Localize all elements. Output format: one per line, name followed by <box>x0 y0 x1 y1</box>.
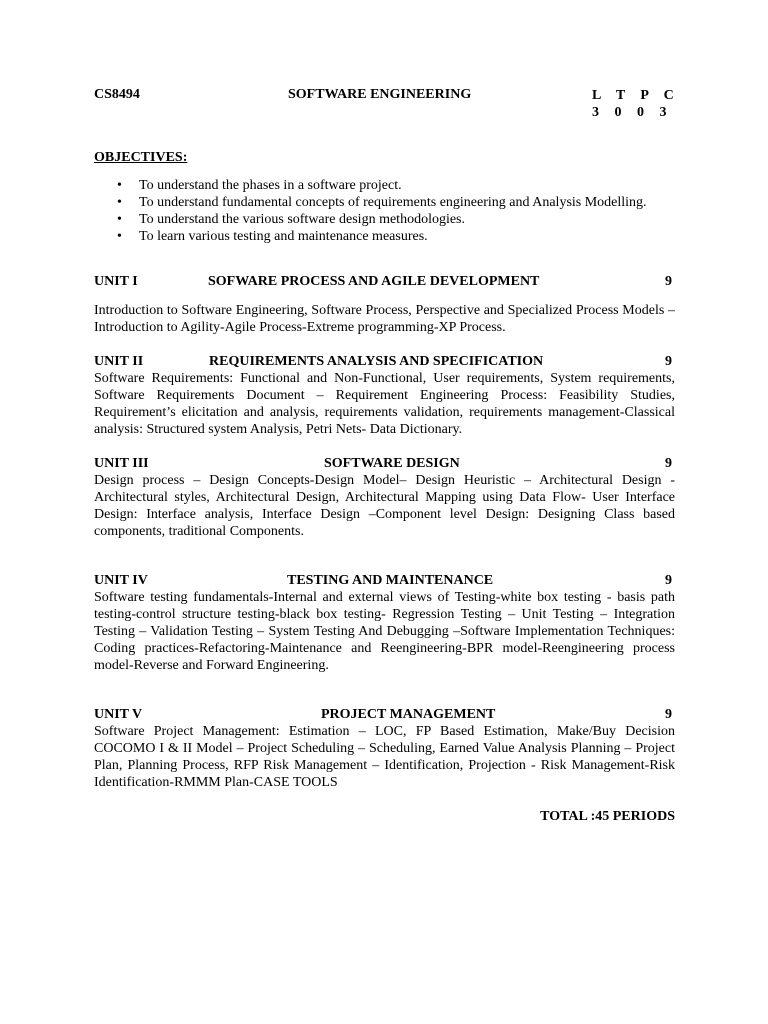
bullet-icon: • <box>117 212 122 227</box>
unit-section-4 <box>94 572 675 674</box>
unit-content: Design process – Design Concepts-Design Model– Design Heuristic – Architectural Design - Architectural styles, Architectural Design, Architectural Mapping using Data Flow- User Interface Design: Interface analysis, Interface Design –Component level Design: Designing Class based components, traditional Components. <box>94 473 675 539</box>
objectives-list <box>94 177 675 245</box>
objective-item <box>117 177 675 194</box>
unit-heading <box>94 455 675 472</box>
unit-heading <box>94 273 675 290</box>
objective-item <box>117 228 675 245</box>
objective-text: To understand the phases in a software project. <box>139 178 402 193</box>
unit-number: UNIT II <box>94 354 144 369</box>
unit-content: Software Requirements: Functional and Non-Functional, User requirements, System requirements, Software Requirements Document – Requirement Engineering Process: Feasibility Studies, Requirement’s elicitation and analysis, requirements validation, requirements management-Classical analysis: Structured system Analysis, Petri Nets- Data Dictionary. <box>94 371 675 437</box>
unit-hours: 9 <box>665 354 672 369</box>
ltpc-block <box>592 87 679 121</box>
bullet-icon: • <box>117 195 122 210</box>
unit-hours: 9 <box>665 456 672 471</box>
course-title: SOFTWARE ENGINEERING <box>288 87 472 102</box>
ltpc-values: 3 0 0 3 <box>592 105 672 120</box>
unit-number: UNIT I <box>94 274 138 289</box>
unit-heading <box>94 572 675 589</box>
unit-hours: 9 <box>665 573 672 588</box>
objective-text: To learn various testing and maintenance measures. <box>139 229 428 244</box>
unit-content: Software Project Management: Estimation – LOC, FP Based Estimation, Make/Buy Decision COCOMO I & II Model – Project Scheduling – Scheduling, Earned Value Analysis Planning – Project Plan, Planning Process, RFP Risk Management – Identification, Projection - Risk Management-Risk Identification-RMMM Plan-CASE TOOLS <box>94 724 675 790</box>
objective-item <box>117 211 675 228</box>
unit-content: Introduction to Software Engineering, Software Process, Perspective and Specialized Process Models –Introduction to Agility-Agile Process-Extreme programming-XP Process. <box>94 303 675 335</box>
unit-heading <box>94 706 675 723</box>
unit-title: REQUIREMENTS ANALYSIS AND SPECIFICATION <box>209 354 544 369</box>
objectives-heading: OBJECTIVES: <box>94 150 188 165</box>
unit-title: SOFWARE PROCESS AND AGILE DEVELOPMENT <box>208 274 540 289</box>
unit-section-1 <box>94 273 675 336</box>
total-periods: TOTAL :45 PERIODS <box>540 809 675 824</box>
unit-title: SOFTWARE DESIGN <box>324 456 460 471</box>
unit-number: UNIT IV <box>94 573 148 588</box>
course-code: CS8494 <box>94 87 140 102</box>
unit-section-2 <box>94 353 675 438</box>
ltpc-labels: L T P C <box>592 88 679 103</box>
bullet-icon: • <box>117 178 122 193</box>
unit-number: UNIT V <box>94 707 143 722</box>
unit-title: PROJECT MANAGEMENT <box>321 707 496 722</box>
course-header <box>94 87 679 127</box>
unit-heading <box>94 353 675 370</box>
unit-hours: 9 <box>665 707 672 722</box>
unit-title: TESTING AND MAINTENANCE <box>287 573 494 588</box>
unit-number: UNIT III <box>94 456 149 471</box>
unit-section-3 <box>94 455 675 540</box>
objective-text: To understand fundamental concepts of requirements engineering and Analysis Modelling. <box>139 195 647 210</box>
unit-hours: 9 <box>665 274 672 289</box>
objective-item <box>117 194 675 211</box>
unit-section-5 <box>94 706 675 791</box>
unit-content: Software testing fundamentals-Internal and external views of Testing-white box testing - basis path testing-control structure testing-black box testing- Regression Testing – Unit Testing – Integration Testing – Validation Testing – System Testing And Debugging –Software Implementation Techniques: Coding practices-Refactoring-Maintenance and Reengineering-BPR model-Reengineering process model-Reverse and Forward Engineering. <box>94 590 675 673</box>
syllabus-page <box>94 87 679 825</box>
objective-text: To understand the various software design methodologies. <box>139 212 466 227</box>
bullet-icon: • <box>117 229 122 244</box>
